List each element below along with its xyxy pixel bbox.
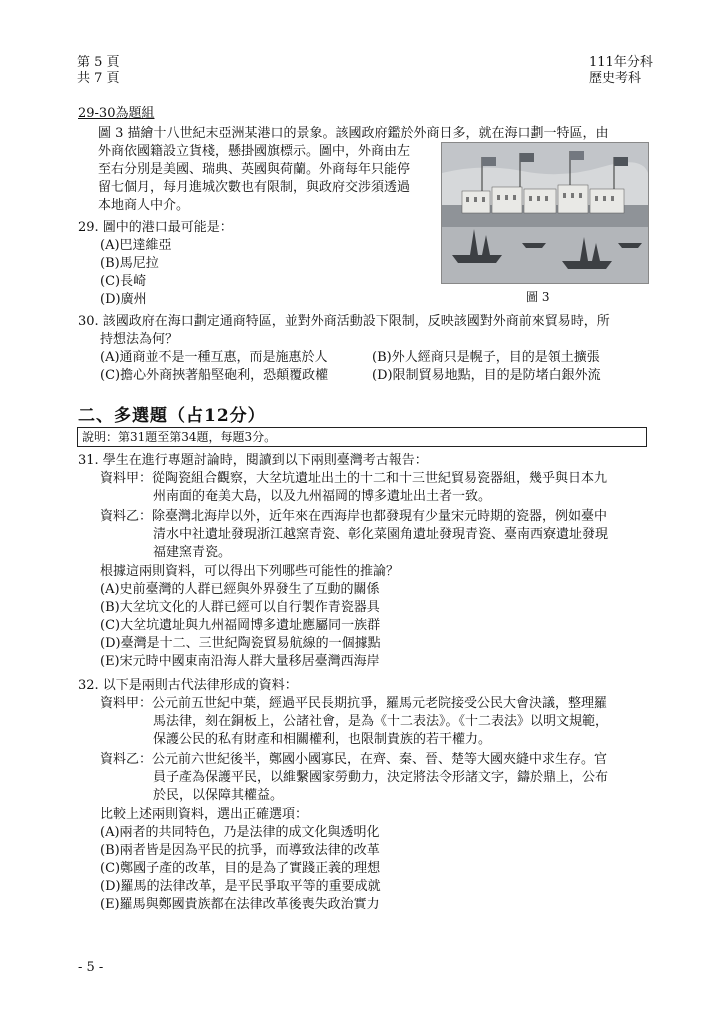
group-stem-line: 本地商人中介。: [98, 198, 190, 213]
q32-option-c: (C)鄭國子產的改革，目的是為了實踐正義的理想: [100, 861, 381, 876]
q31-material-b-line: 清水中社遺址發現浙江越窯青瓷、彰化菜園角遺址發現青瓷、臺南西寮遺址發現: [153, 527, 609, 542]
instructions-text: 說明：第31題至第34題，每題3分。: [82, 430, 277, 444]
q31-stem: 31. 學生在進行專題討論時，閱讀到以下兩則臺灣考古報告：: [78, 453, 428, 468]
q31-option-b: (B)大坌坑文化的人群已經可以自行製作青瓷器具: [100, 600, 380, 615]
q31-option-e: (E)宋元時中國東南沿海人群大量移居臺灣西海岸: [100, 654, 380, 669]
q31-question: 根據這兩則資料，可以得出下列哪些可能性的推論？: [100, 564, 400, 579]
q29-stem: 29. 圖中的港口最可能是：: [78, 220, 233, 235]
q31-material-b-line: 福建窯青瓷。: [153, 545, 232, 560]
page-label: 第 5 頁: [77, 55, 120, 70]
q31-option-a: (A)史前臺灣的人群已經與外界發生了互動的關係: [100, 582, 380, 597]
q32-material-b-line: 員子產為保護平民，以維繫國家勞動力，決定將法令形諸文字，鑄於鼎上，公布: [153, 770, 609, 785]
q30-stem-line: 30. 該國政府在海口劃定通商特區，並對外商活動設下限制，反映該國對外商前來貿易時，所: [78, 314, 610, 329]
q30-option-c: (C)擔心外商挾著船堅砲利，恐顛覆政權: [100, 368, 329, 383]
subject-label: 歷史考科: [589, 71, 642, 86]
page-number: - 5 -: [78, 960, 104, 975]
instructions-box: [77, 427, 647, 447]
q32-material-b-line: 於民，以保障其權益。: [153, 788, 284, 803]
q32-option-e: (E)羅馬與鄭國貴族都在法律改革後喪失政治實力: [100, 897, 380, 912]
q32-material-b-line: 資料乙：公元前六世紀後半，鄭國小國寡民，在齊、秦、晉、楚等大國夾縫中求生存。官: [100, 752, 608, 767]
harbor-drawing: [442, 143, 648, 283]
group-stem-line: 留七個月，每月進城次數也有限制，與政府交涉須透過: [98, 180, 411, 195]
q32-stem: 32. 以下是兩則古代法律形成的資料：: [78, 678, 298, 693]
q30-stem-line: 持想法為何？: [100, 332, 179, 347]
q32-material-a-line: 馬法律，刻在銅板上，公諸社會，是為《十二表法》。《十二表法》以明文規範，: [153, 714, 609, 729]
total-pages-label: 共 7 頁: [77, 71, 120, 86]
q32-option-a: (A)兩者的共同特色，乃是法律的成文化與透明化: [100, 825, 380, 840]
group-stem-line: 外商依國籍設立貨棧，懸掛國旗標示。圖中，外商由左: [98, 144, 411, 159]
question-group-label: 29-30為題組: [78, 106, 155, 121]
q32-material-a-line: 資料甲：公元前五世紀中葉，經過平民長期抗爭，羅馬元老院接受公民大會決議，整理羅: [100, 696, 608, 711]
q32-option-b: (B)兩者皆是因為平民的抗爭，而導致法律的改革: [100, 843, 380, 858]
figure-caption: 圖 3: [526, 290, 550, 304]
q32-question: 比較上述兩則資料，選出正確選項：: [100, 807, 309, 822]
q29-option-a: (A)巴達維亞: [100, 238, 172, 253]
q30-option-d: (D)限制貿易地點，目的是防堵白銀外流: [372, 368, 601, 383]
q31-option-c: (C)大坌坑遺址與九州福岡博多遺址應屬同一族群: [100, 618, 381, 633]
q29-option-d: (D)廣州: [100, 292, 147, 307]
q29-option-c: (C)長崎: [100, 274, 147, 289]
q32-option-d: (D)羅馬的法律改革，是平民爭取平等的重要成就: [100, 879, 381, 894]
group-stem-line: 至右分別是美國、瑞典、英國與荷蘭。外商每年只能停: [98, 162, 411, 177]
q29-option-b: (B)馬尼拉: [100, 256, 159, 271]
q32-material-a-line: 保護公民的私有財產和相關權利，也限制貴族的若干權力。: [153, 732, 492, 747]
harbor-illustration: [441, 142, 649, 284]
exam-year-label: 111年分科: [589, 55, 653, 70]
q31-material-a-line: 州南面的奄美大島，以及九州福岡的博多遺址出土者一致。: [153, 489, 492, 504]
q31-material-b-line: 資料乙：除臺灣北海岸以外，近年來在西海岸也都發現有少量宋元時期的瓷器，例如臺中: [100, 509, 608, 524]
q31-material-a-line: 資料甲：從陶瓷組合觀察，大坌坑遺址出土的十二和十三世紀貿易瓷器組，幾乎與日本九: [100, 471, 608, 486]
q31-option-d: (D)臺灣是十二、三世紀陶瓷貿易航線的一個據點: [100, 636, 381, 651]
section-title: 二、多選題（占12分）: [78, 406, 266, 426]
group-stem-line: 圖 3 描繪十八世紀末亞洲某港口的景象。該國政府鑑於外商日多，就在海口劃一特區，由: [98, 126, 609, 141]
q30-option-b: (B)外人經商只是幌子，目的是領土擴張: [372, 350, 600, 365]
q30-option-a: (A)通商並不是一種互惠，而是施惠於人: [100, 350, 328, 365]
